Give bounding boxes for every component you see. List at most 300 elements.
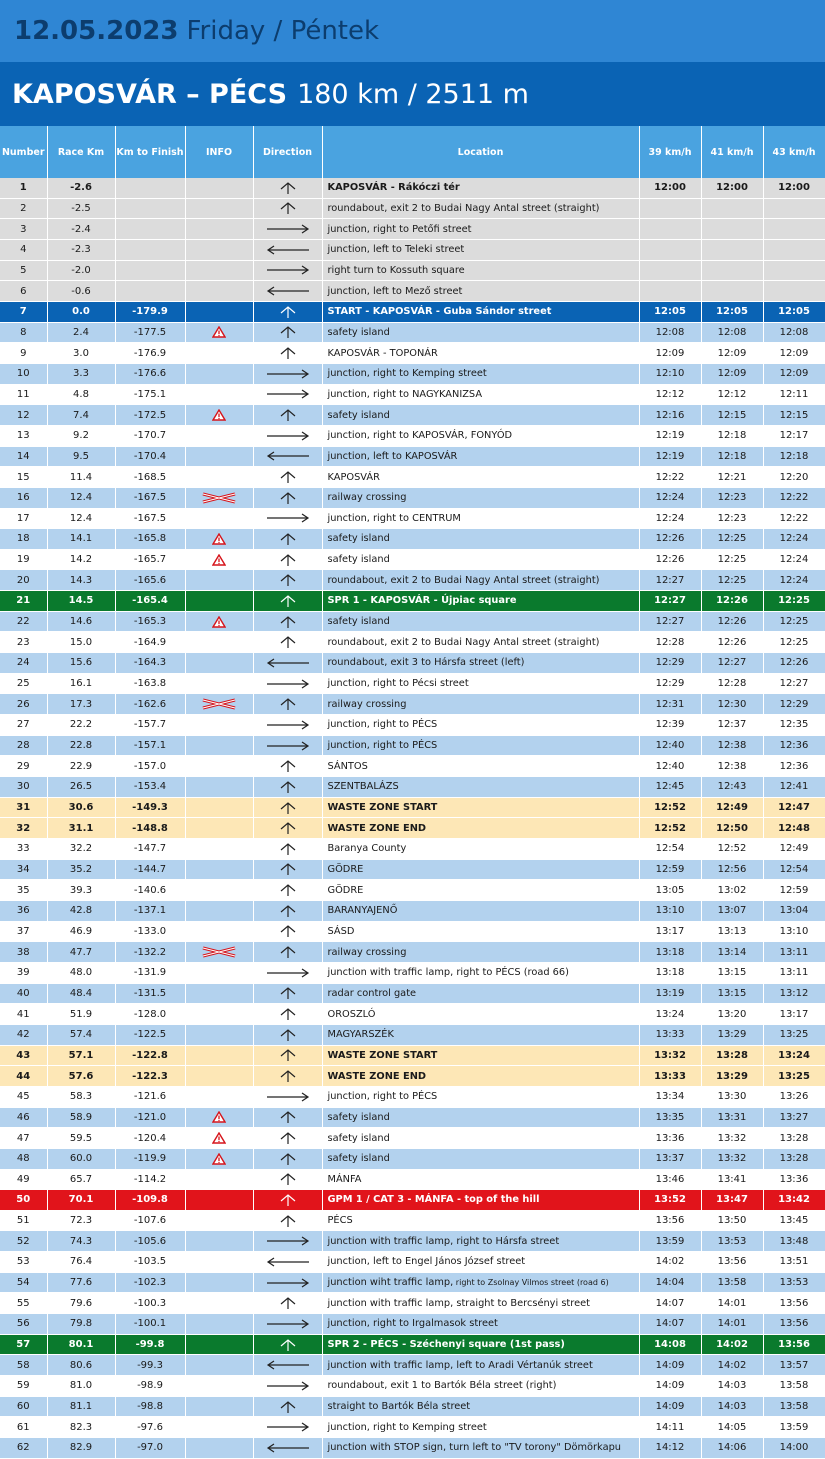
cell-time-43: 13:26: [763, 1086, 825, 1107]
cell-info: [185, 301, 253, 322]
cell-km-to-finish: -100.3: [115, 1293, 185, 1314]
cell-number: 52: [0, 1231, 47, 1252]
right-arrow-icon: [266, 388, 310, 400]
cell-time-39: 12:26: [639, 549, 701, 570]
day-text: Friday / Péntek: [186, 16, 380, 46]
cell-time-39: 13:19: [639, 983, 701, 1004]
cell-location: roundabout, exit 1 to Bartók Béla street (right): [322, 1376, 639, 1397]
cell-time-39: 13:56: [639, 1210, 701, 1231]
cell-time-43: 12:24: [763, 529, 825, 550]
cell-time-39: [639, 281, 701, 302]
cell-time-41: 12:21: [701, 467, 763, 488]
cell-time-43: 13:28: [763, 1148, 825, 1169]
cell-km-to-finish: -102.3: [115, 1272, 185, 1293]
cell-number: 40: [0, 983, 47, 1004]
cell-time-43: [763, 281, 825, 302]
cell-time-41: 12:23: [701, 508, 763, 529]
cell-time-43: 13:27: [763, 1107, 825, 1128]
cell-time-39: 12:29: [639, 673, 701, 694]
warning-icon: [212, 616, 226, 628]
cell-number: 30: [0, 777, 47, 798]
cell-location: railway crossing: [322, 694, 639, 715]
cell-location: Baranya County: [322, 839, 639, 860]
cell-number: 27: [0, 715, 47, 736]
cell-km-to-finish: -170.7: [115, 425, 185, 446]
cell-race-km: 9.5: [47, 446, 115, 467]
cell-time-39: 13:24: [639, 1004, 701, 1025]
warning-icon: [212, 1132, 226, 1144]
cell-direction: [253, 1231, 322, 1252]
cell-time-39: 12:29: [639, 653, 701, 674]
straight-arrow-icon: [279, 1296, 297, 1310]
cell-location: right turn to Kossuth square: [322, 260, 639, 281]
cell-km-to-finish: -167.5: [115, 508, 185, 529]
cell-time-41: 12:26: [701, 591, 763, 612]
cell-location: GÖDRE: [322, 880, 639, 901]
cell-time-39: 13:05: [639, 880, 701, 901]
cell-time-43: 12:11: [763, 384, 825, 405]
cell-time-43: 12:20: [763, 467, 825, 488]
cell-number: 41: [0, 1004, 47, 1025]
railway-crossing-icon: [201, 698, 237, 710]
cell-location: junction, left to Teleki street: [322, 239, 639, 260]
cell-km-to-finish: -157.7: [115, 715, 185, 736]
cell-time-39: 13:33: [639, 1066, 701, 1087]
cell-time-41: 13:20: [701, 1004, 763, 1025]
cell-info: [185, 1376, 253, 1397]
cell-time-39: 12:05: [639, 301, 701, 322]
cell-location: safety island: [322, 1128, 639, 1149]
cell-direction: [253, 1107, 322, 1128]
table-row: [0, 694, 825, 715]
straight-arrow-icon: [279, 1152, 297, 1166]
cell-time-43: 13:36: [763, 1169, 825, 1190]
cell-time-39: 12:40: [639, 756, 701, 777]
table-header: [0, 126, 825, 178]
cell-direction: [253, 1272, 322, 1293]
cell-time-43: 12:08: [763, 322, 825, 343]
cell-number: 18: [0, 529, 47, 550]
cell-direction: [253, 1045, 322, 1066]
cell-race-km: 9.2: [47, 425, 115, 446]
cell-number: 19: [0, 549, 47, 570]
cell-time-43: 13:10: [763, 921, 825, 942]
cell-race-km: 12.4: [47, 508, 115, 529]
cell-km-to-finish: -120.4: [115, 1128, 185, 1149]
straight-arrow-icon: [279, 325, 297, 339]
cell-time-39: 14:07: [639, 1293, 701, 1314]
cell-location: junction, right to PÉCS: [322, 715, 639, 736]
cell-time-43: 12:36: [763, 735, 825, 756]
cell-time-43: 12:25: [763, 591, 825, 612]
warning-icon: [212, 533, 226, 545]
cell-km-to-finish: [115, 239, 185, 260]
cell-time-43: 12:00: [763, 178, 825, 198]
cell-info: [185, 1004, 253, 1025]
col-43kmh: 43 km/h: [763, 126, 825, 178]
cell-time-39: 14:07: [639, 1314, 701, 1335]
right-arrow-icon: [266, 678, 310, 690]
cell-time-43: 13:58: [763, 1376, 825, 1397]
cell-km-to-finish: -167.5: [115, 487, 185, 508]
cell-time-39: 13:18: [639, 962, 701, 983]
cell-direction: [253, 281, 322, 302]
cell-number: 24: [0, 653, 47, 674]
cell-info: [185, 363, 253, 384]
cell-time-39: 12:24: [639, 487, 701, 508]
table-row: [0, 818, 825, 839]
cell-number: 28: [0, 735, 47, 756]
cell-time-41: 13:02: [701, 880, 763, 901]
straight-arrow-icon: [279, 1028, 297, 1042]
cell-time-39: 12:09: [639, 343, 701, 364]
col-race-km: Race Km: [47, 126, 115, 178]
cell-info: [185, 1128, 253, 1149]
cell-time-41: 12:49: [701, 797, 763, 818]
cell-time-41: 13:53: [701, 1231, 763, 1252]
cell-race-km: -0.6: [47, 281, 115, 302]
cell-km-to-finish: -168.5: [115, 467, 185, 488]
cell-location: SÁNTOS: [322, 756, 639, 777]
cell-time-39: 12:27: [639, 591, 701, 612]
cell-race-km: 47.7: [47, 942, 115, 963]
cell-time-43: 12:22: [763, 487, 825, 508]
cell-direction: [253, 198, 322, 219]
cell-km-to-finish: -165.3: [115, 611, 185, 632]
itinerary-table: [0, 126, 825, 1459]
cell-race-km: -2.6: [47, 178, 115, 198]
cell-race-km: 51.9: [47, 1004, 115, 1025]
cell-time-39: 12:22: [639, 467, 701, 488]
cell-time-41: 14:06: [701, 1438, 763, 1459]
cell-number: 58: [0, 1355, 47, 1376]
railway-crossing-icon: [201, 492, 237, 504]
cell-time-39: 12:54: [639, 839, 701, 860]
cell-km-to-finish: -175.1: [115, 384, 185, 405]
cell-direction: [253, 673, 322, 694]
straight-arrow-icon: [279, 842, 297, 856]
right-arrow-icon: [266, 264, 310, 276]
cell-location: radar control gate: [322, 983, 639, 1004]
cell-number: 4: [0, 239, 47, 260]
cell-location: SÁSD: [322, 921, 639, 942]
cell-location: START - KAPOSVÁR - Guba Sándor street: [322, 301, 639, 322]
cell-km-to-finish: [115, 198, 185, 219]
cell-direction: [253, 260, 322, 281]
cell-location: WASTE ZONE START: [322, 797, 639, 818]
date-header: [0, 0, 825, 62]
cell-info: [185, 1210, 253, 1231]
table-row: [0, 715, 825, 736]
cell-time-39: 12:12: [639, 384, 701, 405]
cell-number: 62: [0, 1438, 47, 1459]
straight-arrow-icon: [279, 986, 297, 1000]
cell-number: 42: [0, 1024, 47, 1045]
cell-time-39: 12:08: [639, 322, 701, 343]
right-arrow-icon: [266, 1277, 310, 1289]
table-row: [0, 1417, 825, 1438]
cell-time-43: 13:56: [763, 1334, 825, 1355]
stage-header: [0, 62, 825, 126]
cell-km-to-finish: -97.0: [115, 1438, 185, 1459]
cell-location: straight to Bartók Béla street: [322, 1396, 639, 1417]
table-row: [0, 1438, 825, 1459]
right-arrow-icon: [266, 719, 310, 731]
cell-info: [185, 239, 253, 260]
cell-time-39: 14:11: [639, 1417, 701, 1438]
cell-race-km: 26.5: [47, 777, 115, 798]
cell-direction: [253, 1376, 322, 1397]
cell-number: 2: [0, 198, 47, 219]
cell-time-41: 13:29: [701, 1066, 763, 1087]
cell-time-41: [701, 239, 763, 260]
cell-time-41: 12:18: [701, 446, 763, 467]
cell-location: junction, right to PÉCS: [322, 735, 639, 756]
straight-arrow-icon: [279, 470, 297, 484]
table-row: [0, 1334, 825, 1355]
cell-race-km: 14.1: [47, 529, 115, 550]
cell-direction: [253, 322, 322, 343]
col-info: INFO: [185, 126, 253, 178]
straight-arrow-icon: [279, 615, 297, 629]
straight-arrow-icon: [279, 1338, 297, 1352]
cell-time-39: 13:32: [639, 1045, 701, 1066]
cell-info: [185, 983, 253, 1004]
straight-arrow-icon: [279, 1172, 297, 1186]
cell-km-to-finish: [115, 178, 185, 198]
table-row: [0, 549, 825, 570]
cell-time-43: [763, 260, 825, 281]
right-arrow-icon: [266, 1318, 310, 1330]
cell-km-to-finish: -98.9: [115, 1376, 185, 1397]
cell-direction: [253, 859, 322, 880]
cell-direction: [253, 467, 322, 488]
cell-direction: [253, 1169, 322, 1190]
cell-time-41: 13:15: [701, 962, 763, 983]
straight-arrow-icon: [279, 759, 297, 773]
cell-time-43: 12:47: [763, 797, 825, 818]
cell-time-43: 12:59: [763, 880, 825, 901]
table-row: [0, 570, 825, 591]
cell-direction: [253, 1066, 322, 1087]
cell-location: GPM 1 / CAT 3 - MÁNFA - top of the hill: [322, 1190, 639, 1211]
cell-number: 11: [0, 384, 47, 405]
cell-race-km: 31.1: [47, 818, 115, 839]
cell-time-39: 13:37: [639, 1148, 701, 1169]
cell-info: [185, 756, 253, 777]
table-row: [0, 962, 825, 983]
cell-time-43: 13:53: [763, 1272, 825, 1293]
cell-time-39: 13:34: [639, 1086, 701, 1107]
table-row: [0, 1045, 825, 1066]
cell-location: roundabout, exit 3 to Hársfa street (left): [322, 653, 639, 674]
cell-location: safety island: [322, 549, 639, 570]
right-arrow-icon: [266, 1091, 310, 1103]
cell-time-43: 12:18: [763, 446, 825, 467]
cell-race-km: 46.9: [47, 921, 115, 942]
straight-arrow-icon: [279, 305, 297, 319]
cell-time-43: 13:11: [763, 942, 825, 963]
table-row: [0, 632, 825, 653]
cell-time-39: 13:35: [639, 1107, 701, 1128]
cell-time-41: 12:27: [701, 653, 763, 674]
cell-number: 13: [0, 425, 47, 446]
cell-number: 53: [0, 1252, 47, 1273]
cell-number: 25: [0, 673, 47, 694]
cell-time-41: 13:14: [701, 942, 763, 963]
cell-direction: [253, 529, 322, 550]
table-row: [0, 921, 825, 942]
left-arrow-icon: [266, 1442, 310, 1454]
cell-time-39: 12:28: [639, 632, 701, 653]
cell-info: [185, 1024, 253, 1045]
cell-km-to-finish: -162.6: [115, 694, 185, 715]
table-row: [0, 839, 825, 860]
cell-time-41: [701, 219, 763, 240]
table-row: [0, 1314, 825, 1335]
cell-direction: [253, 405, 322, 426]
cell-info: [185, 962, 253, 983]
cell-time-41: 12:08: [701, 322, 763, 343]
cell-km-to-finish: -132.2: [115, 942, 185, 963]
cell-time-43: 13:25: [763, 1024, 825, 1045]
cell-time-41: 12:25: [701, 529, 763, 550]
cell-location: roundabout, exit 2 to Budai Nagy Antal street (straight): [322, 570, 639, 591]
cell-time-43: 12:09: [763, 343, 825, 364]
cell-direction: [253, 446, 322, 467]
cell-time-39: 13:18: [639, 942, 701, 963]
cell-info: [185, 1334, 253, 1355]
cell-race-km: 14.6: [47, 611, 115, 632]
cell-time-43: 12:27: [763, 673, 825, 694]
cell-time-41: 12:26: [701, 632, 763, 653]
cell-info: [185, 1272, 253, 1293]
cell-time-41: 12:37: [701, 715, 763, 736]
cell-km-to-finish: -149.3: [115, 797, 185, 818]
table-row: [0, 1190, 825, 1211]
cell-time-41: [701, 260, 763, 281]
cell-info: [185, 1086, 253, 1107]
cell-km-to-finish: -122.3: [115, 1066, 185, 1087]
cell-info: [185, 1231, 253, 1252]
cell-km-to-finish: -114.2: [115, 1169, 185, 1190]
cell-time-39: 12:10: [639, 363, 701, 384]
cell-direction: [253, 735, 322, 756]
cell-info: [185, 198, 253, 219]
cell-number: 61: [0, 1417, 47, 1438]
table-row: [0, 777, 825, 798]
cell-info: [185, 446, 253, 467]
cell-info: [185, 1252, 253, 1273]
cell-time-41: 13:13: [701, 921, 763, 942]
cell-number: 55: [0, 1293, 47, 1314]
cell-race-km: 42.8: [47, 900, 115, 921]
cell-time-39: 12:24: [639, 508, 701, 529]
cell-time-39: 12:31: [639, 694, 701, 715]
cell-info: [185, 1107, 253, 1128]
warning-icon: [212, 326, 226, 338]
cell-location: SZENTBALÁZS: [322, 777, 639, 798]
cell-location: SPR 1 - KAPOSVÁR - Újpiac square: [322, 591, 639, 612]
cell-race-km: 15.0: [47, 632, 115, 653]
cell-time-43: 12:48: [763, 818, 825, 839]
left-arrow-icon: [266, 285, 310, 297]
cell-location: junction wiht traffic lamp, right to Zsolnay Vilmos street (road 6): [322, 1272, 639, 1293]
cell-race-km: 22.8: [47, 735, 115, 756]
table-row: [0, 529, 825, 550]
cell-number: 16: [0, 487, 47, 508]
left-arrow-icon: [266, 450, 310, 462]
cell-info: [185, 467, 253, 488]
straight-arrow-icon: [279, 408, 297, 422]
cell-time-39: 13:17: [639, 921, 701, 942]
cell-info: [185, 900, 253, 921]
cell-direction: [253, 921, 322, 942]
distance-text: 180 km / 2511 m: [297, 78, 529, 110]
col-39kmh: 39 km/h: [639, 126, 701, 178]
cell-direction: [253, 1252, 322, 1273]
cell-time-43: 12:41: [763, 777, 825, 798]
cell-race-km: 14.3: [47, 570, 115, 591]
cell-info: [185, 777, 253, 798]
straight-arrow-icon: [279, 201, 297, 215]
cell-race-km: 70.1: [47, 1190, 115, 1211]
cell-number: 32: [0, 818, 47, 839]
table-row: [0, 1231, 825, 1252]
table-row: [0, 756, 825, 777]
cell-time-41: [701, 198, 763, 219]
cell-number: 44: [0, 1066, 47, 1087]
cell-location: MÁNFA: [322, 1169, 639, 1190]
cell-time-41: 12:23: [701, 487, 763, 508]
cell-km-to-finish: -131.9: [115, 962, 185, 983]
cell-number: 26: [0, 694, 47, 715]
table-row: [0, 1252, 825, 1273]
cell-race-km: -2.4: [47, 219, 115, 240]
cell-time-39: 14:09: [639, 1396, 701, 1417]
cell-time-41: 12:25: [701, 570, 763, 591]
cell-number: 21: [0, 591, 47, 612]
cell-time-41: 12:05: [701, 301, 763, 322]
cell-direction: [253, 632, 322, 653]
right-arrow-icon: [266, 1380, 310, 1392]
cell-km-to-finish: -148.8: [115, 818, 185, 839]
cell-time-39: 12:40: [639, 735, 701, 756]
cell-time-39: 12:45: [639, 777, 701, 798]
cell-km-to-finish: -153.4: [115, 777, 185, 798]
table-row: [0, 239, 825, 260]
straight-arrow-icon: [279, 924, 297, 938]
cell-time-43: 13:56: [763, 1293, 825, 1314]
cell-info: [185, 694, 253, 715]
cell-time-43: 13:45: [763, 1210, 825, 1231]
cell-info: [185, 673, 253, 694]
cell-km-to-finish: -165.8: [115, 529, 185, 550]
warning-icon: [212, 1111, 226, 1123]
cell-time-41: 14:02: [701, 1334, 763, 1355]
cell-km-to-finish: -157.0: [115, 756, 185, 777]
straight-arrow-icon: [279, 1110, 297, 1124]
cell-number: 48: [0, 1148, 47, 1169]
cell-info: [185, 735, 253, 756]
cell-location: junction with traffic lamp, straight to Bercsényi street: [322, 1293, 639, 1314]
cell-time-41: 13:41: [701, 1169, 763, 1190]
straight-arrow-icon: [279, 862, 297, 876]
cell-race-km: 30.6: [47, 797, 115, 818]
cell-info: [185, 343, 253, 364]
cell-time-43: 13:28: [763, 1128, 825, 1149]
table-row: [0, 1272, 825, 1293]
